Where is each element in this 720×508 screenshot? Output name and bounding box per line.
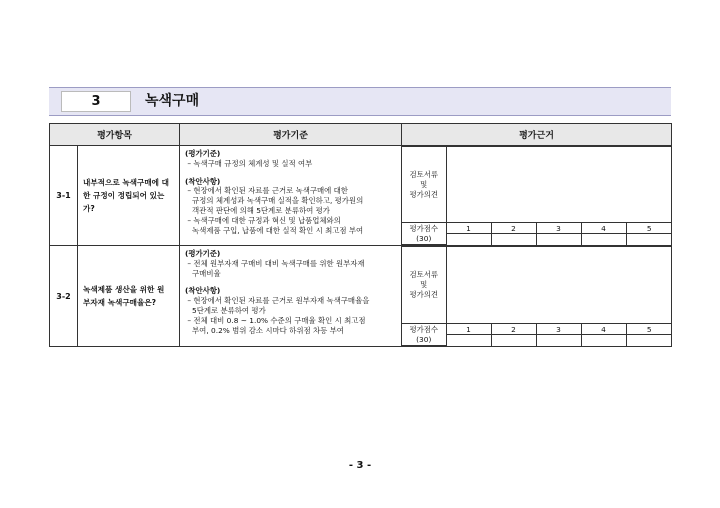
- review-label-line: 평가의견: [409, 290, 439, 299]
- criteria-cell: [180, 246, 402, 347]
- score-checkbox-cell[interactable]: [446, 234, 491, 245]
- score-option: 4: [581, 324, 626, 335]
- opinion-field[interactable]: [446, 147, 672, 223]
- criteria-line: – 녹색구매 규정의 체계성 및 실적 여부: [185, 158, 313, 168]
- score-checkbox-cell[interactable]: [581, 335, 626, 346]
- item-question-line: 내부적으로 녹색구매에 대: [83, 178, 169, 187]
- score-option: 1: [446, 324, 491, 335]
- score-checkbox-cell[interactable]: [626, 234, 672, 245]
- score-option: 2: [491, 324, 536, 335]
- review-label: [402, 247, 446, 324]
- criteria-heading: (평가기준): [185, 249, 221, 258]
- review-label: [402, 147, 446, 223]
- criteria-cell: [180, 146, 402, 246]
- section-header: [49, 87, 671, 116]
- score-option: 3: [536, 324, 581, 335]
- criteria-spacer: [185, 169, 397, 177]
- score-label: [402, 324, 446, 346]
- opinion-field[interactable]: [446, 247, 672, 324]
- score-label-line: (30): [416, 233, 432, 243]
- criteria-line: 부여, 0.2% 범위 감소 시마다 하위점 차등 부여: [185, 325, 344, 335]
- item-number: 3-1: [50, 146, 78, 246]
- score-checkbox-cell[interactable]: [491, 234, 536, 245]
- page-number: - 3 -: [348, 460, 372, 471]
- review-label-line: 및: [420, 179, 428, 189]
- score-checkbox-cell[interactable]: [536, 335, 581, 346]
- table-row: [50, 246, 672, 347]
- section-title: 녹색구매: [145, 93, 200, 109]
- score-option: 5: [626, 223, 672, 234]
- header-criteria: 평가기준: [180, 124, 402, 146]
- criteria-line: 녹색제품 구입, 납품에 대한 실적 확인 시 최고점 부여: [185, 225, 364, 235]
- review-label-line: 검토서류: [409, 169, 439, 179]
- score-grid: [402, 146, 672, 245]
- item-number: 3-2: [50, 246, 78, 347]
- criteria-line: 규정의 체계성과 녹색구매 실적을 확인하고, 평가원의: [185, 196, 364, 206]
- item-question-line: 가?: [83, 204, 95, 213]
- item-question: [78, 246, 180, 347]
- score-label-line: 평가점수: [409, 223, 439, 233]
- basis-cell: [402, 146, 672, 246]
- header-item: 평가항목: [50, 124, 180, 146]
- section-number: 3: [61, 91, 131, 112]
- score-checkbox-cell[interactable]: [581, 234, 626, 245]
- score-option: 1: [446, 223, 491, 234]
- criteria-heading: (평가기준): [185, 149, 221, 158]
- basis-cell: [402, 246, 672, 347]
- score-option: 3: [536, 223, 581, 234]
- criteria-line: – 현장에서 확인된 자료를 근거로 원부자재 녹색구매율을: [185, 296, 370, 306]
- review-label-line: 및: [420, 280, 428, 289]
- criteria-heading: (착안사항): [185, 286, 221, 296]
- item-question-line: 녹색제품 생산을 위한 원: [83, 285, 165, 294]
- criteria-line: – 전체 대비 0.8 ~ 1.0% 수준의 구매율 확인 시 최고점: [185, 315, 366, 325]
- score-grid: [402, 246, 672, 346]
- score-label-line: (30): [416, 334, 432, 344]
- criteria-line: 구매비율: [185, 268, 221, 278]
- evaluation-table: [49, 123, 672, 347]
- review-label-line: 평가의견: [409, 189, 439, 199]
- criteria-line: 5단계로 분류하여 평가: [185, 305, 266, 315]
- score-option: 2: [491, 223, 536, 234]
- score-checkbox-cell[interactable]: [446, 335, 491, 346]
- criteria-line: – 녹색구매에 대한 규정과 혁신 및 납품업체와의: [185, 215, 341, 225]
- criteria-line: – 전체 원부자재 구매비 대비 녹색구매를 위한 원부자재: [185, 258, 365, 268]
- score-option: 4: [581, 223, 626, 234]
- score-label-line: 평가점수: [409, 324, 439, 334]
- criteria-spacer: [185, 278, 397, 286]
- item-question-line: 부자재 녹색구매율은?: [83, 298, 157, 307]
- table-row: [50, 146, 672, 246]
- score-checkbox-cell[interactable]: [626, 335, 672, 346]
- score-label: [402, 223, 446, 245]
- criteria-line: 객관적 판단에 의해 5단계로 분류하여 평가: [185, 205, 330, 215]
- review-label-line: 검토서류: [409, 270, 439, 279]
- criteria-line: – 현장에서 확인된 자료를 근거로 녹색구매에 대한: [185, 186, 348, 196]
- score-option: 5: [626, 324, 672, 335]
- item-question: [78, 146, 180, 246]
- score-checkbox-cell[interactable]: [536, 234, 581, 245]
- score-checkbox-cell[interactable]: [491, 335, 536, 346]
- header-basis: 평가근거: [402, 124, 672, 146]
- criteria-heading: (착안사항): [185, 176, 221, 186]
- table-header-row: [50, 124, 672, 146]
- item-question-line: 한 규정이 정립되어 있는: [83, 191, 165, 200]
